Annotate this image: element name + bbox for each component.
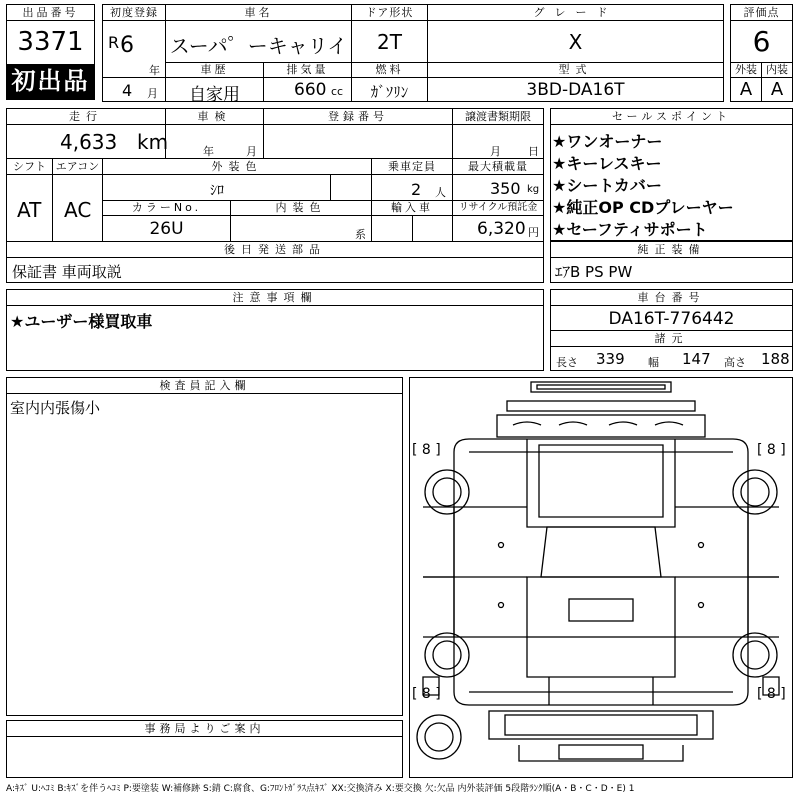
tire-mark-rear-right: [ 8 ]	[757, 442, 786, 458]
genuine-equipment-value: ｴｱB PS PW	[555, 263, 633, 281]
lot-number: 3371	[17, 27, 84, 57]
displacement-label: 排気量	[263, 62, 352, 78]
width-value: 147	[682, 350, 711, 368]
length-label: 長さ	[556, 356, 578, 369]
recycle-value: 6,320	[477, 219, 526, 239]
notes-value: ★ユーザー様買取車	[10, 312, 153, 331]
first-reg-month-unit: 月	[147, 87, 158, 100]
max-load-unit: kg	[527, 184, 540, 195]
tire-mark-rear-left: [ 8 ]	[412, 442, 441, 458]
capacity-value: 2	[411, 180, 422, 199]
history-value: 自家用	[189, 85, 240, 105]
first-reg-label: 初度登録	[102, 4, 166, 21]
exterior-grade-value: A	[739, 79, 753, 100]
length-value: 339	[596, 350, 625, 368]
transfer-month-unit: 月	[490, 145, 501, 158]
shift-label: シフト	[6, 158, 53, 175]
capacity-unit: 人	[435, 186, 446, 199]
history-label: 車歴	[165, 62, 264, 78]
model-type-value: 3BD-DA16T	[526, 80, 625, 100]
score-value: 6	[752, 25, 771, 58]
later-parts-value: 保証書 車両取説	[12, 263, 122, 281]
sales-point-item: ★純正OP CDプレーヤー	[552, 198, 734, 217]
interior-grade-label: 内装	[761, 62, 793, 78]
recycle-unit: 円	[528, 226, 539, 239]
displacement-unit: cc	[331, 85, 344, 98]
interior-color-unit: 系	[355, 228, 366, 241]
aircon-label: エアコン	[52, 158, 103, 175]
transfer-label: 譲渡書類期限	[452, 108, 544, 125]
max-load-value: 350	[490, 179, 521, 198]
inspection-label: 車検	[165, 108, 264, 125]
height-label: 高さ	[724, 356, 746, 369]
first-reg-year-unit: 年	[149, 64, 160, 77]
first-reg-era: R	[108, 33, 120, 52]
dimensions-label: 諸元	[550, 330, 793, 347]
tire-mark-front-left: [ 8 ]	[412, 686, 441, 702]
chassis-value: DA16T-776442	[608, 309, 735, 329]
door-value: 2T	[377, 30, 402, 54]
sales-points-label: セールスポイント	[550, 108, 793, 125]
color-no-label: カラーNo.	[102, 200, 231, 216]
inspection-year-unit: 年	[203, 145, 214, 158]
grade-label: グレード	[427, 4, 724, 21]
exterior-color-label: 外装色	[102, 158, 372, 175]
fuel-label: 燃料	[351, 62, 428, 78]
recycle-label: リサイクル預託金	[452, 200, 544, 216]
genuine-equipment-label: 純正装備	[550, 241, 793, 258]
registration-label: 登録番号	[263, 108, 453, 125]
lot-label: 出品番号	[6, 4, 95, 21]
mileage-value: 4,633	[60, 130, 118, 154]
later-parts-label: 後日発送部品	[6, 241, 544, 258]
office-label: 事務局よりご案内	[6, 720, 403, 737]
mileage-unit: km	[137, 130, 169, 154]
height-value: 188	[761, 350, 790, 368]
fuel-value: ｶﾞｿﾘﾝ	[370, 83, 409, 101]
mileage-label: 走行	[6, 108, 166, 125]
model-type-label: 型式	[427, 62, 724, 78]
inspection-month-unit: 月	[246, 145, 257, 158]
legend-text: A:ｷｽﾞ U:ﾍｺﾐ B:ｷｽﾞを伴うﾍｺﾐ P:要塗装 W:補修跡 S:錆 C:腐食、G:ﾌﾛﾝﾄｶﾞﾗｽ点ｷｽﾞ XX:交換済み X:要交換 欠:欠品 内外装評価 5段階ﾗﾝｸ順(A・B・C・D・E) 1	[6, 784, 635, 794]
door-label: ドア形状	[351, 4, 428, 21]
aircon-value: AC	[64, 198, 92, 222]
first-listing-badge: 初出品	[7, 64, 94, 99]
sales-point-item: ★キーレスキー	[552, 154, 662, 173]
inspector-box	[6, 377, 403, 716]
grade-value: X	[568, 30, 583, 54]
inspector-label: 検査員記入欄	[6, 377, 403, 394]
exterior-grade-label: 外装	[730, 62, 762, 78]
sales-point-item: ★セーフティサポート	[552, 220, 708, 239]
car-name-value: スーパ゜ーキャリイ	[169, 34, 348, 58]
max-load-label: 最大積載量	[452, 158, 544, 175]
first-reg-year: 6	[120, 33, 134, 58]
sales-point-item: ★シートカバー	[552, 176, 662, 195]
width-label: 幅	[648, 356, 659, 369]
capacity-label: 乗車定員	[371, 158, 453, 175]
score-label: 評価点	[730, 4, 793, 21]
displacement-value: 660	[294, 80, 327, 100]
color-no-value: 26U	[149, 219, 184, 239]
exterior-color-value: ｼﾛ	[210, 183, 224, 199]
import-label: 輸入車	[371, 200, 453, 216]
notes-label: 注意事項欄	[6, 289, 544, 306]
car-name-label: 車名	[165, 4, 352, 21]
sales-point-item: ★ワンオーナー	[552, 132, 663, 151]
inspector-value: 室内内張傷小	[10, 399, 101, 417]
first-reg-month: 4	[122, 81, 133, 100]
tire-mark-front-right: [ 8 ]	[757, 686, 786, 702]
shift-value: AT	[17, 198, 42, 222]
interior-color-label: 内装色	[230, 200, 372, 216]
vehicle-diagram	[409, 377, 793, 778]
interior-grade-value: A	[770, 79, 784, 100]
transfer-day-unit: 日	[528, 145, 539, 158]
chassis-label: 車台番号	[550, 289, 793, 306]
